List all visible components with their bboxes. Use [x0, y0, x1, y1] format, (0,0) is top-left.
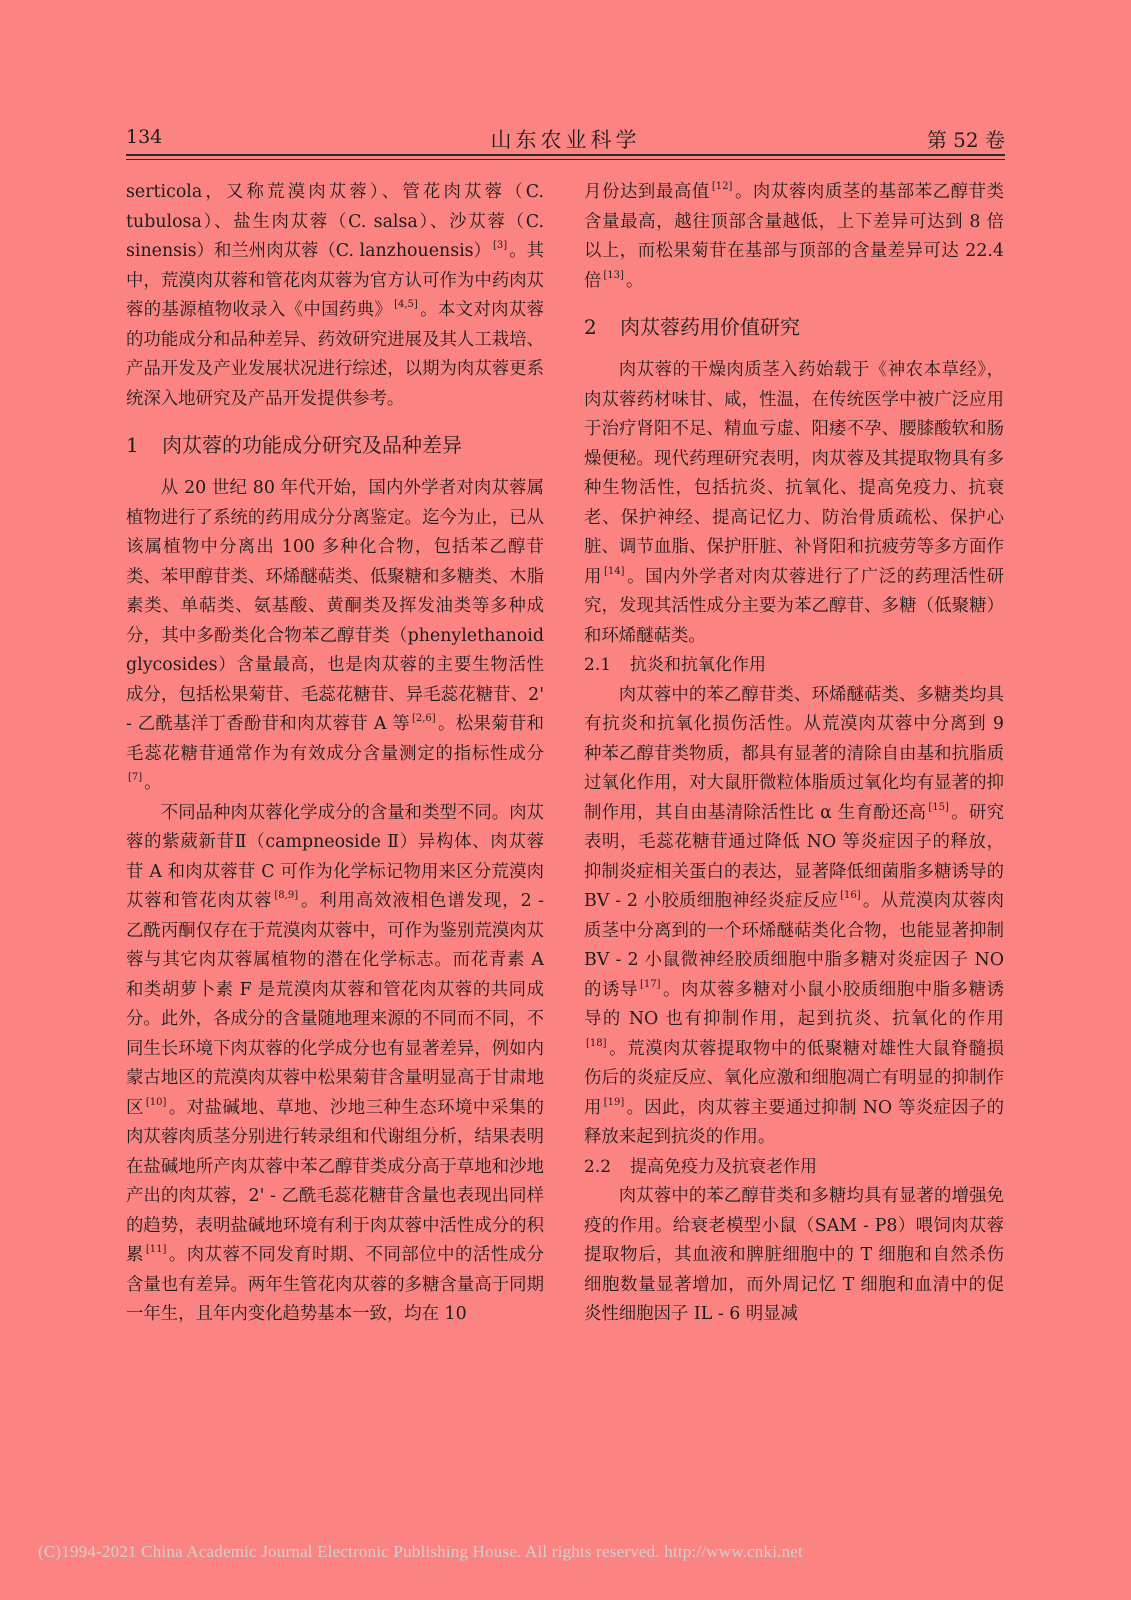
- citation[interactable]: [3]: [493, 240, 508, 251]
- citation[interactable]: [4,5]: [394, 299, 418, 310]
- paragraph: 肉苁蓉中的苯乙醇苷类、环烯醚萜类、多糖类均具有抗炎和抗氧化损伤活性。从荒漠肉苁蓉中分离到 9 种苯乙醇苷类物质，都具有显著的清除自由基和抗脂质过氧化作用，对大鼠肝微粒体脂质过氧化均有显著的抑制作用，其自由基清除活性比 α 生育酚还高 [15] 。研究表明，毛蕊花糖苷通过降低 NO 等炎症因子的释放，抑制炎症相关蛋白的表达，显著降低细菌脂多糖诱导的 BV - 2 小胶质细胞神经炎症反应 [16] 。从荒漠肉苁蓉肉质茎中分离到的一个环烯醚萜类化合物，也能显著抑制 BV - 2 小鼠微神经胶质细胞中脂多糖对炎症因子 NO 的诱导 [17] 。肉苁蓉多糖对小鼠小胶质细胞中脂多糖诱导的 NO 也有抑制作用，起到抗炎、抗氧化的作用[18] 。荒漠肉苁蓉提取物中的低聚糖对雄性大鼠脊髓损伤后的炎症反应、氧化应激和细胞凋亡有明显的抑制作用 [19] 。因此，肉苁蓉主要通过抑制 NO 等炎症因子的释放来起到抗炎的作用。: [584, 684, 1004, 1147]
- right-column: [584, 178, 1004, 1330]
- citation[interactable]: [19]: [603, 1096, 625, 1108]
- paragraph: serticola，又称荒漠肉苁蓉）、管花肉苁蓉（C. tubulosa）、盐生肉苁蓉（C. salsa）、沙苁蓉（C. sinensis）和兰州肉苁蓉（C. lanzhouensis） [3] 。其中，荒漠肉苁蓉和管花肉苁蓉为官方认可作为中药肉苁蓉的基源植物收录入《中国药典》 [4,5] 。本文对肉苁蓉的功能成分和品种差异、药效研究进展及其人工栽培、产品开发及产业发展状况进行综述，以期为肉苁蓉更系统深入地研究及产品开发提供参考。: [126, 182, 544, 409]
- page-number: 134: [126, 126, 163, 148]
- citation[interactable]: [15]: [928, 801, 949, 813]
- paragraph: 月份达到最高值 [12] 。肉苁蓉肉质茎的基部苯乙醇苷类含量最高，越往顶部含量越低，上下差异可达到 8 倍以上，而松果菊苷在基部与顶部的含量差异可达 22.4 倍 [13] 。: [584, 181, 1004, 291]
- left-column: [126, 178, 544, 1330]
- paragraph: 肉苁蓉中的苯乙醇苷类和多糖均具有显著的增强免疫的作用。给衰老模型小鼠（SAM - P8）喂饲肉苁蓉提取物后，其血液和脾脏细胞中的 T 细胞和自然杀伤细胞数量显著增加，而外周记忆 T 细胞和血清中的促炎性细胞因子 IL - 6 明显减: [584, 1186, 1004, 1324]
- citation[interactable]: [7]: [128, 772, 143, 783]
- citation[interactable]: [11]: [145, 1244, 167, 1255]
- section-heading: 2 肉苁蓉药用价值研究: [584, 315, 800, 339]
- paragraph: 从 20 世纪 80 年代开始，国内外学者对肉苁蓉属植物进行了系统的药用成分分离鉴定。迄今为止，已从该属植物中分离出 100 多种化合物，包括苯乙醇苷类、苯甲醇苷类、环烯醚萜类、低聚糖和多糖类、木脂素类、单萜类、氨基酸、黄酮类及挥发油类等多种成分，其中多酚类化合物苯乙醇苷类（phenylethanoid glycosides）含量最高，也是肉苁蓉的主要生物活性成分，包括松果菊苷、毛蕊花糖苷、异毛蕊花糖苷、2' - 乙酰基洋丁香酚苷和肉苁蓉苷 A 等 [2,6] 。松果菊苷和毛蕊花糖苷通常作为有效成分含量测定的指标性成分[7] 。: [126, 478, 544, 793]
- header-rule-thick: [126, 154, 1005, 156]
- header-rule-thin: [126, 159, 1005, 160]
- citation[interactable]: [10]: [145, 1096, 167, 1108]
- volume-label: 第 52 卷: [926, 128, 1005, 152]
- section-heading: 1 肉苁蓉的功能成分研究及品种差异: [126, 433, 462, 457]
- page-header: [126, 118, 1005, 156]
- citation[interactable]: [13]: [603, 269, 624, 281]
- citation[interactable]: [8,9]: [274, 890, 299, 901]
- copyright-footer: (C)1994-2021 China Academic Journal Electronic Publishing House. All rights reserved. http://www.cnki.net: [38, 1542, 803, 1561]
- subsection-heading: 2.2 提高免疫力及抗衰老作用: [584, 1156, 817, 1177]
- citation[interactable]: [14]: [603, 565, 625, 577]
- journal-title: 山东农业科学: [490, 128, 641, 152]
- paragraph: 不同品种肉苁蓉化学成分的含量和类型不同。肉苁蓉的紫葳新苷Ⅱ（campneoside Ⅱ）异构体、肉苁蓉苷 A 和肉苁蓉苷 C 可作为化学标记物用来区分荒漠肉苁蓉和管花肉苁蓉 [8,9] 。利用高效液相色谱发现，2 - 乙酰丙酮仅存在于荒漠肉苁蓉中，可作为鉴别荒漠肉苁蓉与其它肉苁蓉属植物的潜在化学标志。而花青素 A 和类胡萝卜素 F 是荒漠肉苁蓉和管花肉苁蓉的共同成分。此外，各成分的含量随地理来源的不同而不同，不同生长环境下肉苁蓉的化学成分也有显著差异，例如内蒙古地区的荒漠肉苁蓉中松果菊苷含量明显高于甘肃地区 [10] 。对盐碱地、草地、沙地三种生态环境中采集的肉苁蓉肉质茎分别进行转录组和代谢组分析，结果表明在盐碱地所产肉苁蓉中苯乙醇苷类成分高于草地和沙地产出的肉苁蓉，2' - 乙酰毛蕊花糖苷含量也表现出同样的趋势，表明盐碱地环境有利于肉苁蓉中活性成分的积累 [11] 。肉苁蓉不同发育时期、不同部位中的活性成分含量也有差异。两年生管花肉苁蓉的多糖含量高于同期一年生，且年内变化趋势基本一致，均在 10: [126, 802, 544, 1324]
- citation[interactable]: [12]: [711, 181, 733, 192]
- citation[interactable]: [17]: [639, 978, 661, 990]
- paragraph: 肉苁蓉的干燥肉质茎入药始载于《神农本草经》，肉苁蓉药材味甘、咸，性温，在传统医学中被广泛应用于治疗肾阳不足、精血亏虚、阳痿不孕、腰膝酸软和肠燥便秘。现代药理研究表明，肉苁蓉及其提取物具有多种生物活性，包括抗炎、抗氧化、提高免疫力、抗衰老、保护神经、提高记忆力、防治骨质疏松、保护心脏、调节血脂、保护肝脏、补肾阳和抗疲劳等多方面作用 [14] 。国内外学者对肉苁蓉进行了广泛的药理活性研究，发现其活性成分主要为苯乙醇苷、多糖（低聚糖）和环烯醚萜类。: [584, 360, 1004, 646]
- citation[interactable]: [18]: [586, 1037, 607, 1049]
- subsection-heading: 2.1 抗炎和抗氧化作用: [584, 655, 766, 675]
- citation[interactable]: [16]: [840, 890, 861, 901]
- citation[interactable]: [2,6]: [411, 713, 436, 724]
